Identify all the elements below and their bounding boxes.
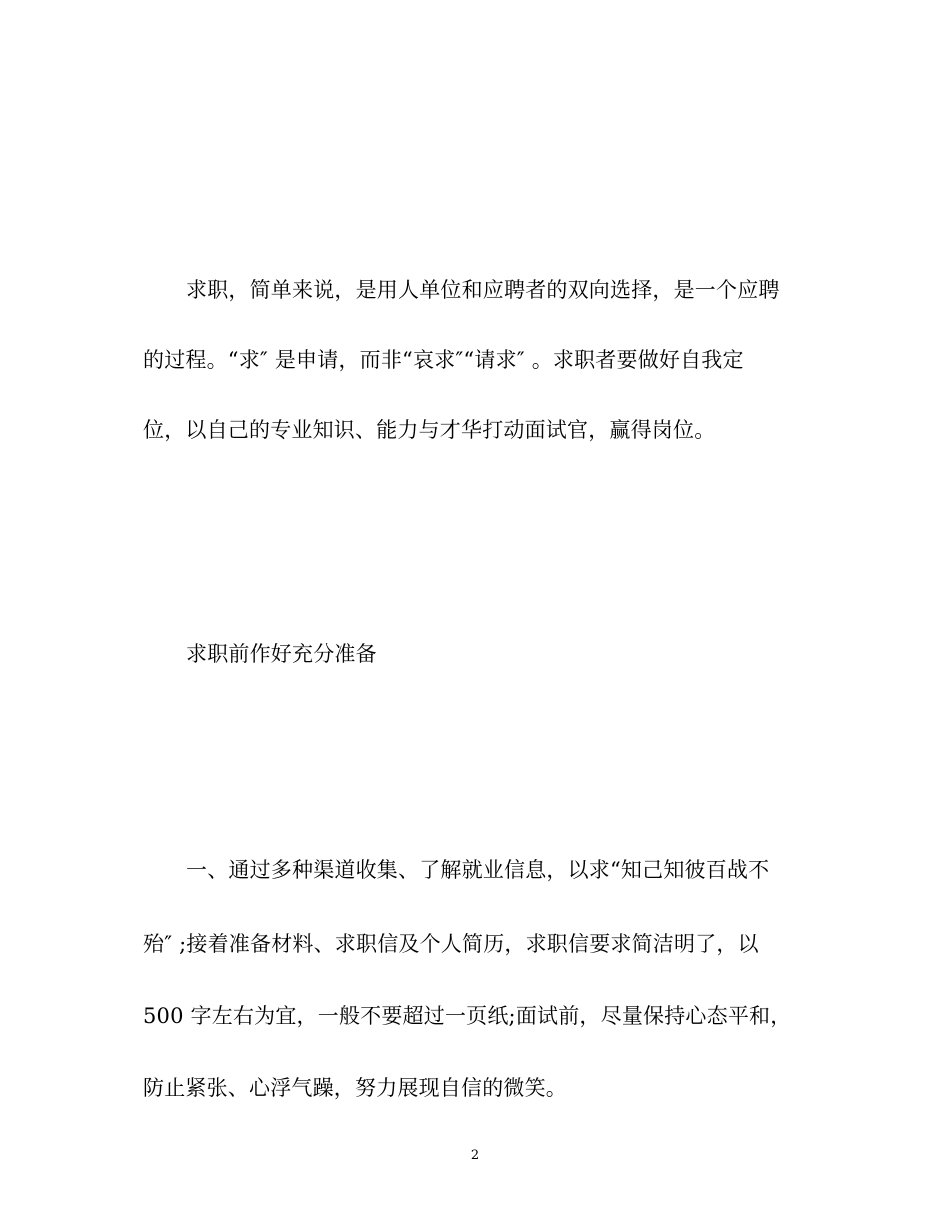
- paragraph-2-line-2: 殆″ ;接着准备材料、求职信及个人简历，求职信要求简洁明了，以: [143, 932, 759, 956]
- paragraph-2-line-4: 防止紧张、心浮气躁，努力展现自信的微笑。: [143, 1076, 567, 1100]
- paragraph-2-line-1: 一、通过多种渠道收集、了解就业信息，以求“知己知彼百战不: [186, 858, 770, 882]
- page-number: 2: [470, 1148, 480, 1163]
- section-heading: 求职前作好充分准备: [186, 642, 377, 666]
- paragraph-1-line-1: 求职，简单来说，是用人单位和应聘者的双向选择，是一个应聘: [186, 278, 780, 302]
- paragraph-1-line-2: 的过程。“求″ 是申请，而非“哀求″“请求″ 。求职者要做好自我定: [143, 348, 744, 372]
- paragraph-2-line-3: 500 字左右为宜，一般不要超过一页纸;面试前，尽量保持心态平和，: [143, 1004, 792, 1028]
- paragraph-1-line-3: 位，以自己的专业知识、能力与才华打动面试官，赢得岗位。: [143, 418, 716, 442]
